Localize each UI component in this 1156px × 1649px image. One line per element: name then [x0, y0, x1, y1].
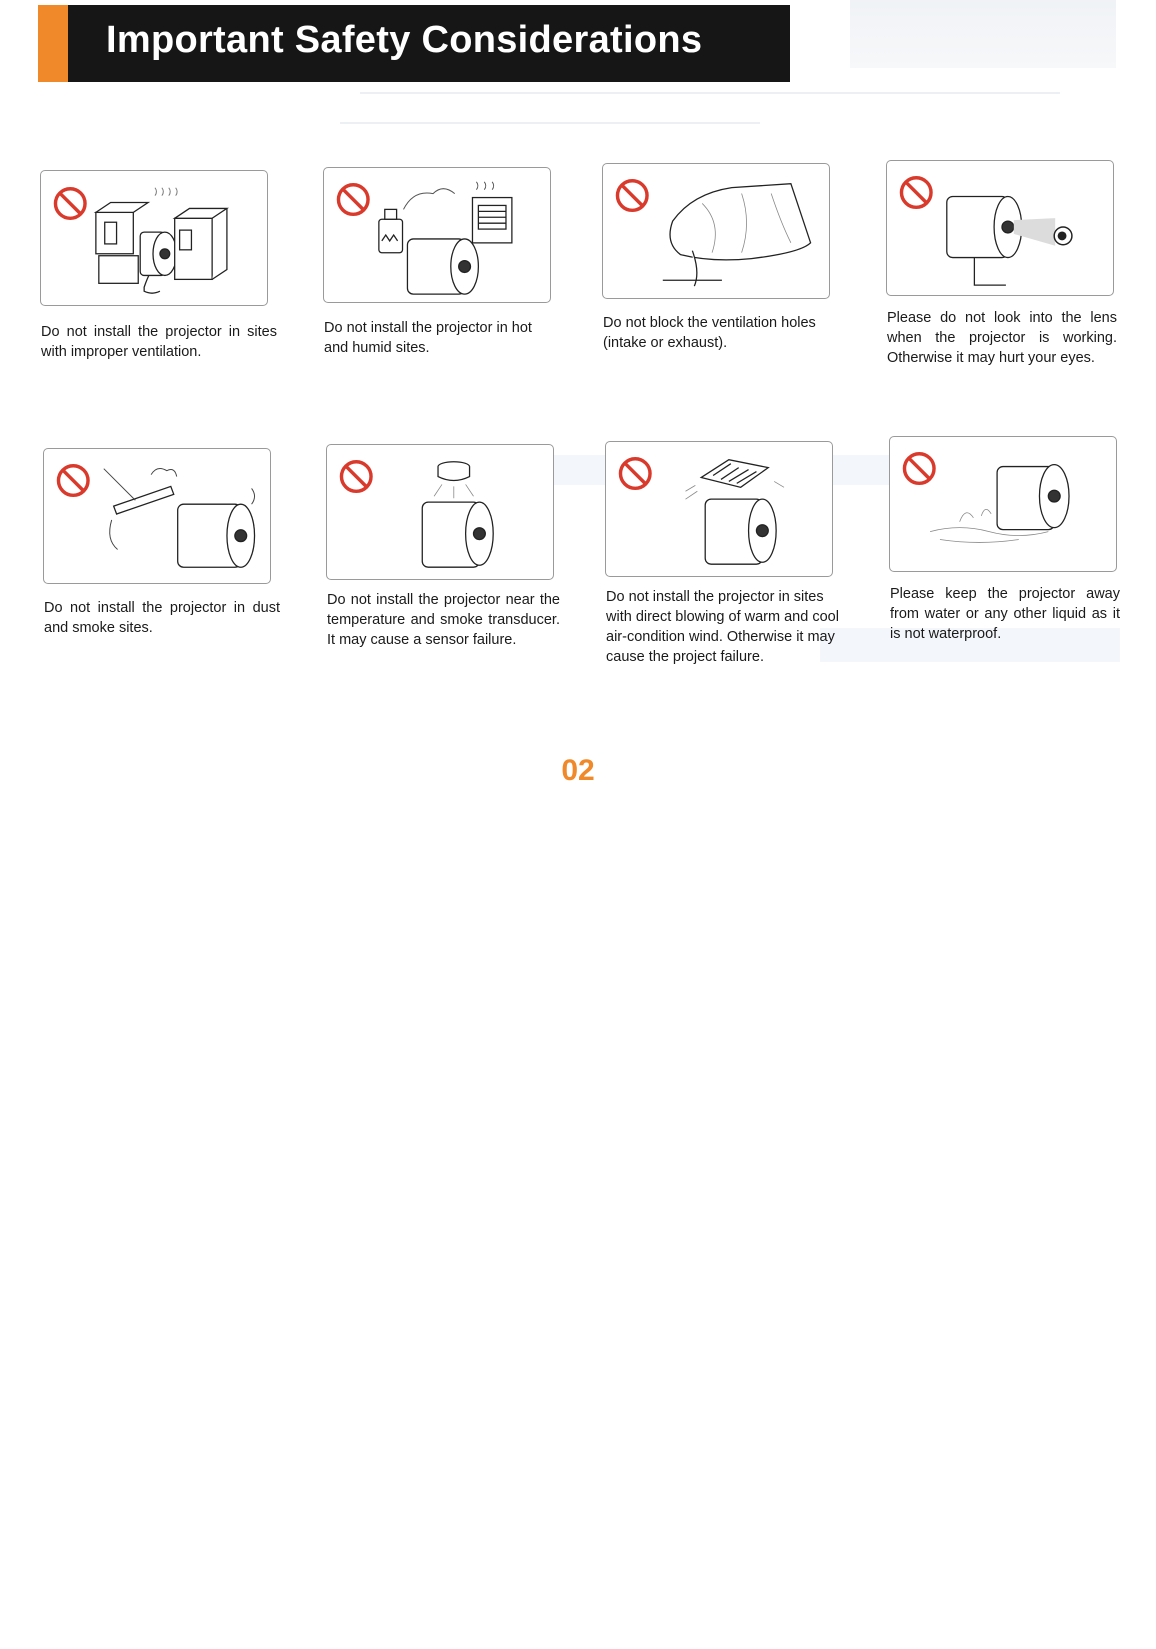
eye-looking-into-lens-illustration [887, 161, 1113, 295]
bleed-through-tab [850, 0, 1116, 68]
page-number: 02 [561, 754, 595, 787]
smoke-detector-icon [438, 462, 470, 481]
no-symbol-icon [901, 178, 931, 208]
page-title: Important Safety Considerations [106, 19, 703, 61]
warning-card-water [889, 436, 1117, 572]
air-vent-icon [701, 460, 768, 488]
no-symbol-icon [617, 181, 647, 211]
boxes-around-projector-illustration [41, 171, 267, 305]
warning-card-look-into-lens [886, 160, 1114, 296]
warning-caption: Do not install the projector in sites with improper ventilation. [41, 324, 277, 360]
warning-card-blocked-vents [602, 163, 830, 299]
air-vent-above-projector-illustration [606, 442, 832, 576]
no-symbol-icon [58, 466, 88, 496]
warning-caption: Please do not look into the lens when the projector is working. Otherwise it may hurt your eyes. [887, 310, 1117, 366]
smoke-detector-above-projector-illustration [327, 445, 553, 579]
eye-icon [1054, 227, 1072, 245]
no-symbol-icon [338, 185, 368, 215]
water-splash-near-projector-illustration [890, 437, 1116, 571]
bleed-through-line [360, 92, 1060, 94]
heater-and-cooker-near-projector-illustration [324, 168, 550, 302]
warning-card-air-condition [605, 441, 833, 577]
projector-covered-by-cloth-illustration [603, 164, 829, 298]
section-header-bar [38, 5, 790, 82]
cigarette-smoke-near-projector-illustration [44, 449, 270, 583]
no-symbol-icon [55, 189, 85, 219]
warning-caption: Do not install the projector in sites with direct blowing of warm and cool air-condition wind. Otherwise it may cause the project failure. [606, 589, 839, 665]
warning-caption: Do not block the ventilation holes (intake or exhaust). [603, 315, 816, 351]
warning-caption: Please keep the projector away from water or any other liquid as it is not waterproof. [890, 586, 1120, 642]
warning-caption: Do not install the projector in dust and smoke sites. [44, 600, 280, 636]
warning-card-smoke-sensor [326, 444, 554, 580]
warning-card-ventilation [40, 170, 268, 306]
no-symbol-icon [904, 454, 934, 484]
bleed-through-line [340, 122, 760, 124]
no-symbol-icon [620, 459, 650, 489]
no-symbol-icon [341, 462, 371, 492]
header-accent-stripe [38, 5, 68, 82]
warning-card-hot-humid [323, 167, 551, 303]
warning-caption: Do not install the projector in hot and humid sites. [324, 320, 532, 356]
warning-card-dust-smoke [43, 448, 271, 584]
warning-caption: Do not install the projector near the temperature and smoke transducer. It may cause a sensor failure. [327, 592, 560, 648]
